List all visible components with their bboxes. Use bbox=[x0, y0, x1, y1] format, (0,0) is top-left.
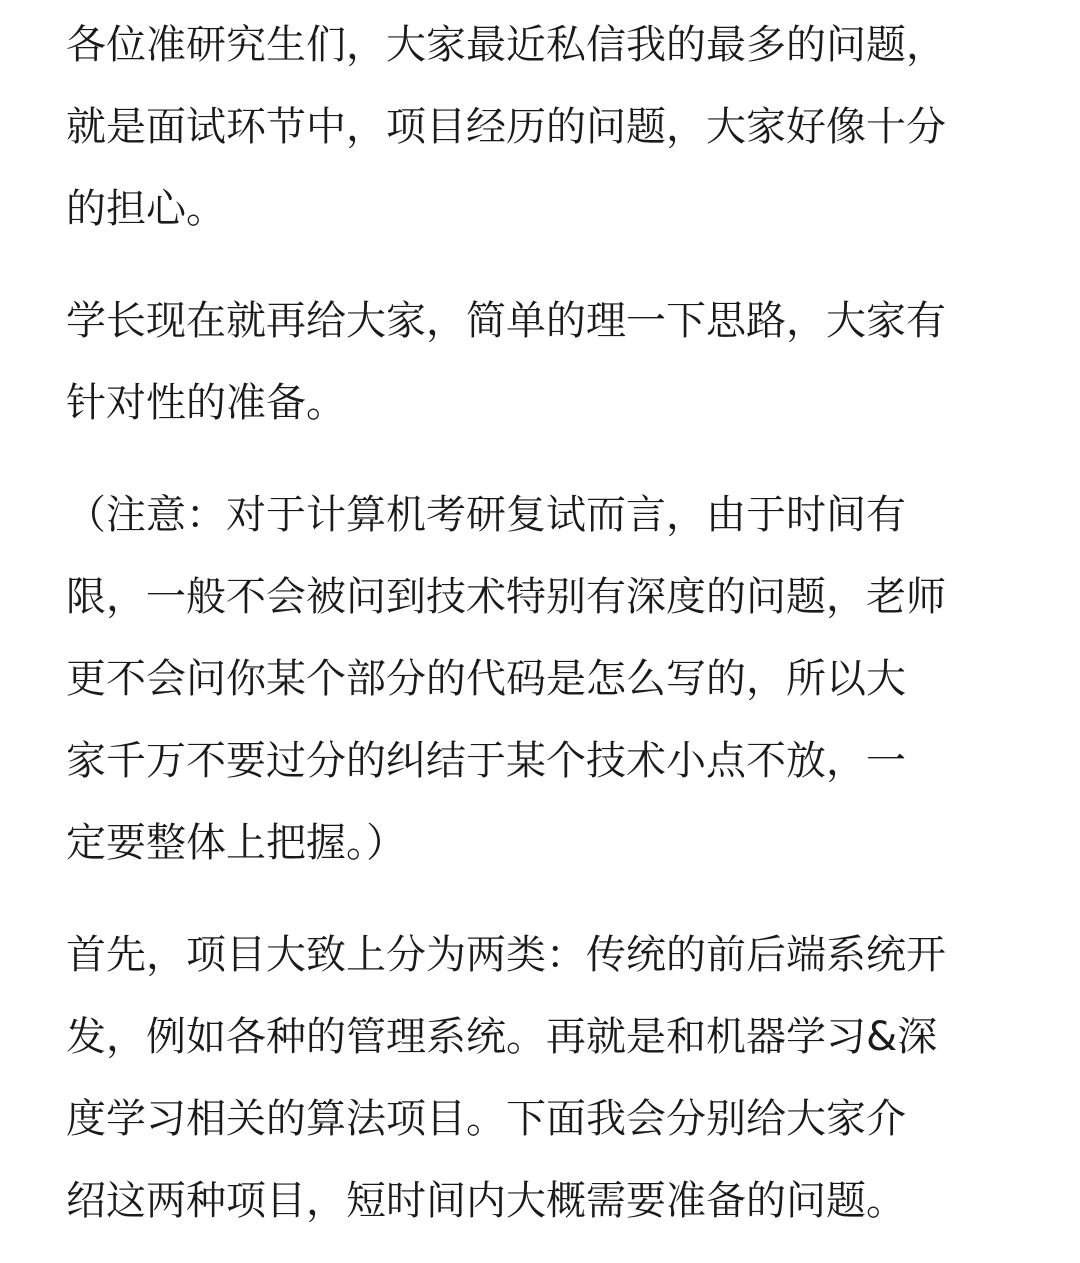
text-line: 学长现在就再给大家，简单的理一下思路，大家有 bbox=[66, 298, 946, 344]
article-body bbox=[66, 4, 1016, 1242]
paragraph-approach bbox=[66, 280, 1016, 444]
text-line: 就是面试环节中，项目经历的问题，大家好像十分 bbox=[66, 104, 946, 150]
text-line: 度学习相关的算法项目。下面我会分别给大家介 bbox=[66, 1096, 906, 1142]
text-line: 发，例如各种的管理系统。再就是和机器学习&深 bbox=[66, 1014, 938, 1060]
paragraph-spacer bbox=[66, 884, 1016, 914]
paragraph-spacer bbox=[66, 250, 1016, 280]
text-line: 更不会问你某个部分的代码是怎么写的，所以大 bbox=[66, 656, 906, 702]
text-line: （注意：对于计算机考研复试而言，由于时间有 bbox=[66, 492, 906, 538]
text-line: 绍这两种项目，短时间内大概需要准备的问题。 bbox=[66, 1178, 906, 1224]
text-line: 针对性的准备。 bbox=[66, 380, 346, 426]
text-line: 限，一般不会被问到技术特别有深度的问题，老师 bbox=[66, 574, 946, 620]
text-line: 的担心。 bbox=[66, 186, 226, 232]
text-line: 家千万不要过分的纠结于某个技术小点不放，一 bbox=[66, 738, 906, 784]
paragraph-note bbox=[66, 474, 1016, 884]
paragraph-spacer bbox=[66, 444, 1016, 474]
text-line: 定要整体上把握。） bbox=[66, 820, 406, 866]
paragraph-project-types bbox=[66, 914, 1016, 1242]
text-line: 首先，项目大致上分为两类：传统的前后端系统开 bbox=[66, 932, 946, 978]
paragraph-intro bbox=[66, 4, 1016, 250]
text-line: 各位准研究生们，大家最近私信我的最多的问题， bbox=[66, 22, 946, 68]
